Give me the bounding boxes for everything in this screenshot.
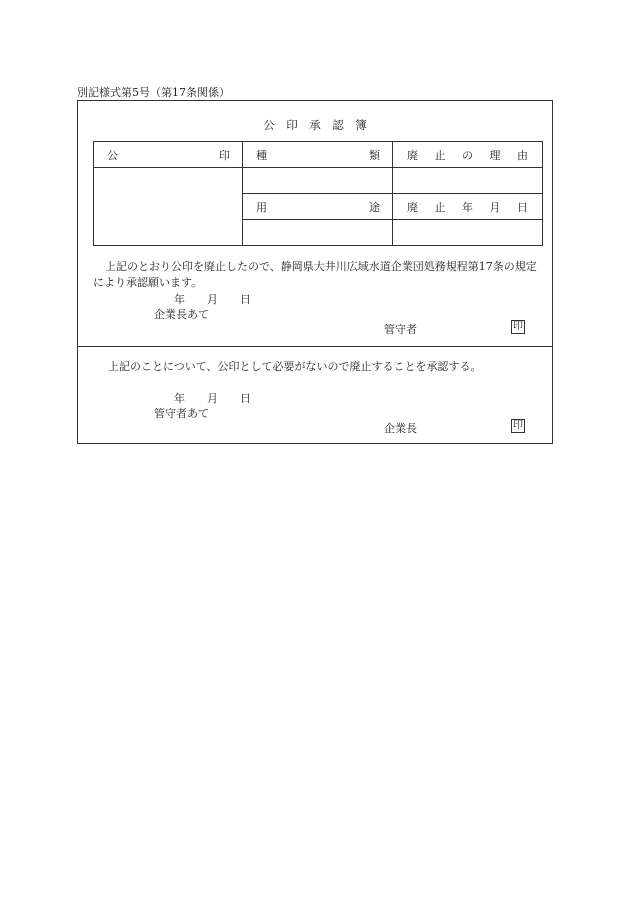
form-number-label: 別記様式第5号（第17条関係） xyxy=(77,86,230,99)
type-header-left: 種 xyxy=(256,148,267,162)
reason-char: 止 xyxy=(434,148,446,162)
date-header-cell xyxy=(393,194,543,220)
reason-value-cell xyxy=(393,168,543,194)
reason-char: の xyxy=(462,148,473,162)
type-header-right: 類 xyxy=(369,148,380,162)
reason-char: 廃 xyxy=(407,148,418,162)
date-char: 止 xyxy=(434,200,446,214)
approval-form xyxy=(77,100,553,444)
date-char: 日 xyxy=(517,200,528,214)
usage-header-left: 用 xyxy=(256,200,267,214)
approval-signer-label: 企業長 xyxy=(384,422,417,435)
request-date: 年 月 日 xyxy=(174,293,251,306)
request-text: 上記のとおり公印を廃止したので、静岡県大井川広域水道企業団処務規程第17条の規定により承認願います。 xyxy=(93,260,537,289)
seal-table xyxy=(93,141,543,246)
date-char: 月 xyxy=(489,200,501,214)
reason-header-cell xyxy=(393,142,543,168)
request-seal-mark: 印 xyxy=(513,321,523,332)
usage-value-cell xyxy=(243,220,393,246)
usage-header-cell xyxy=(243,194,393,220)
seal-header-cell xyxy=(94,142,243,168)
reason-char: 理 xyxy=(489,148,501,162)
date-char: 年 xyxy=(462,200,473,214)
section-divider xyxy=(78,346,552,347)
reason-char: 由 xyxy=(517,148,528,162)
date-value-cell xyxy=(393,220,543,246)
table-header-row xyxy=(94,142,543,168)
date-char: 廃 xyxy=(407,200,418,214)
request-signer-label: 管守者 xyxy=(384,323,417,336)
type-value-cell xyxy=(243,168,393,194)
type-header-cell xyxy=(243,142,393,168)
form-title: 公 印 承 認 簿 xyxy=(263,118,367,132)
usage-header-right: 途 xyxy=(369,200,380,214)
approval-date: 年 月 日 xyxy=(174,392,251,405)
request-addressee: 企業長あて xyxy=(154,308,209,321)
table-row xyxy=(94,168,543,194)
seal-header-right: 印 xyxy=(219,148,230,162)
approval-seal-mark: 印 xyxy=(513,420,523,431)
approval-text: 上記のことについて、公印として必要がないので廃止することを承認する。 xyxy=(108,360,482,373)
seal-impression-cell xyxy=(94,168,243,246)
approval-addressee: 管守者あて xyxy=(154,407,209,420)
seal-header-left: 公 xyxy=(107,148,118,162)
